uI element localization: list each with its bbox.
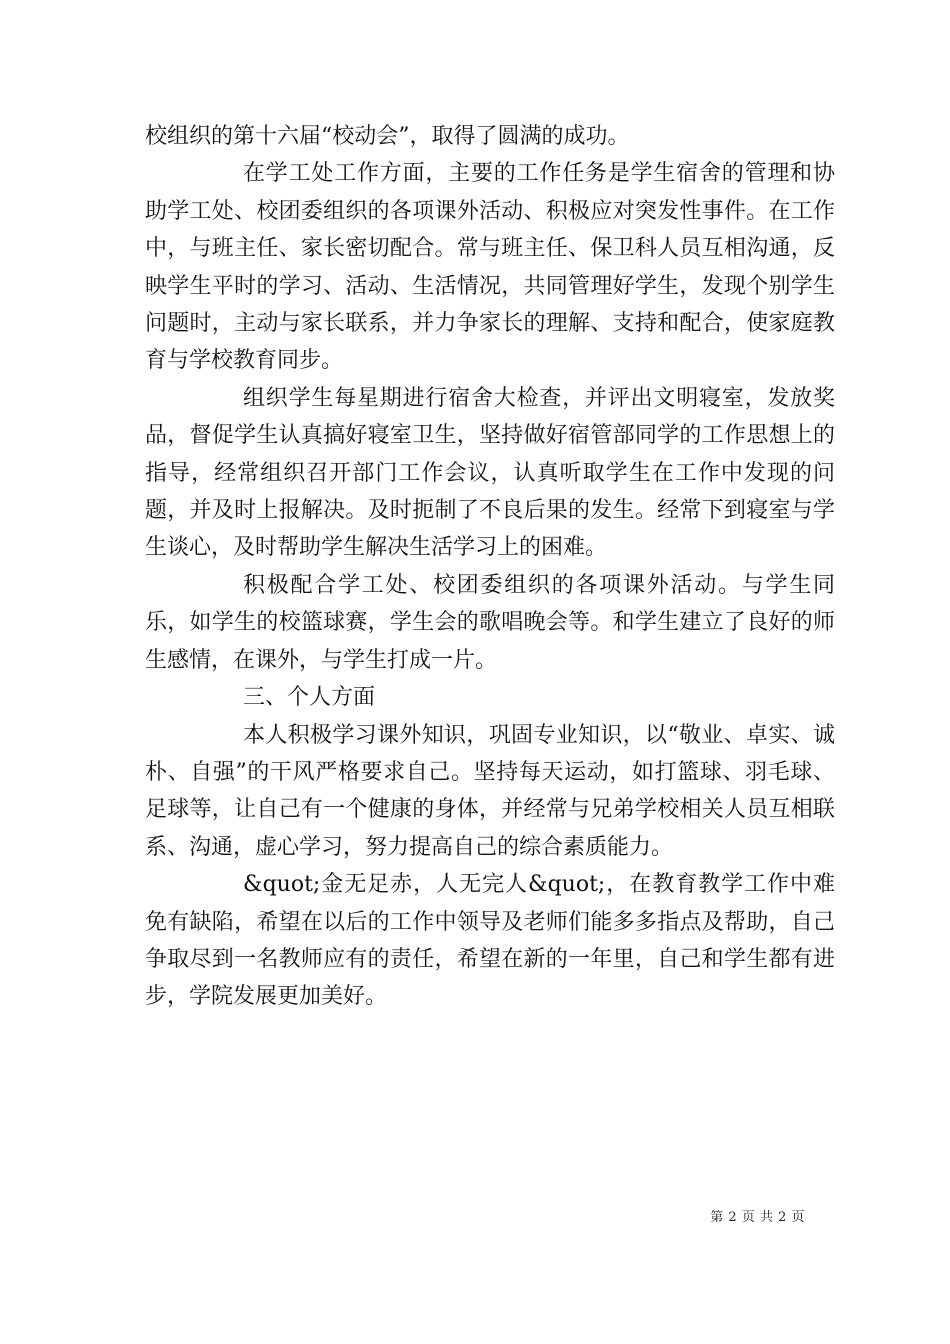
body-text	[145, 118, 835, 1016]
paragraph-6: &quot;金无足赤，人无完人&quot;，在教育教学工作中难免有缺陷，希望在以后的工作中领导及老师们能多多指点及帮助，自己争取尽到一名教师应有的责任，希望在新的一年里，自己和学生都有进步，学院发展更加美好。	[145, 872, 835, 1010]
page-number: 第 2 页 共 2 页	[710, 1210, 805, 1225]
paragraph-1: 校组织的第十六届“校动会”，取得了圆满的成功。	[145, 124, 630, 149]
paragraph-2: 在学工处工作方面，主要的工作任务是学生宿舍的管理和协助学工处、校团委组织的各项课外活动、积极应对突发性事件。在工作中，与班主任、家长密切配合。常与班主任、保卫科人员互相沟通，反映学生平时的学习、活动、生活情况，共同管理好学生，发现个别学生问题时，主动与家长联系，并力争家长的理解、支持和配合，使家庭教育与学校教育同步。	[145, 161, 835, 374]
paragraph-4: 积极配合学工处、校团委组织的各项课外活动。与学生同乐，如学生的校篮球赛，学生会的歌唱晚会等。和学生建立了良好的师生感情，在课外，与学生打成一片。	[145, 572, 835, 673]
paragraph-3: 组织学生每星期进行宿舍大检查，并评出文明寝室，发放奖品，督促学生认真搞好寝室卫生，坚持做好宿管部同学的工作思想上的指导，经常组织召开部门工作会议，认真听取学生在工作中发现的问题，并及时上报解决。及时扼制了不良后果的发生。经常下到寝室与学生谈心，及时帮助学生解决生活学习上的困难。	[145, 385, 835, 561]
section-heading: 三、个人方面	[243, 685, 376, 711]
paragraph-5: 本人积极学习课外知识，巩固专业知识，以“敬业、卓实、诚朴、自强”的干风严格要求自己。坚持每天运动，如打篮球、羽毛球、足球等，让自己有一个健康的身体，并经常与兄弟学校相关人员互相联系、沟通，虚心学习，努力提高自己的综合素质能力。	[145, 722, 835, 860]
